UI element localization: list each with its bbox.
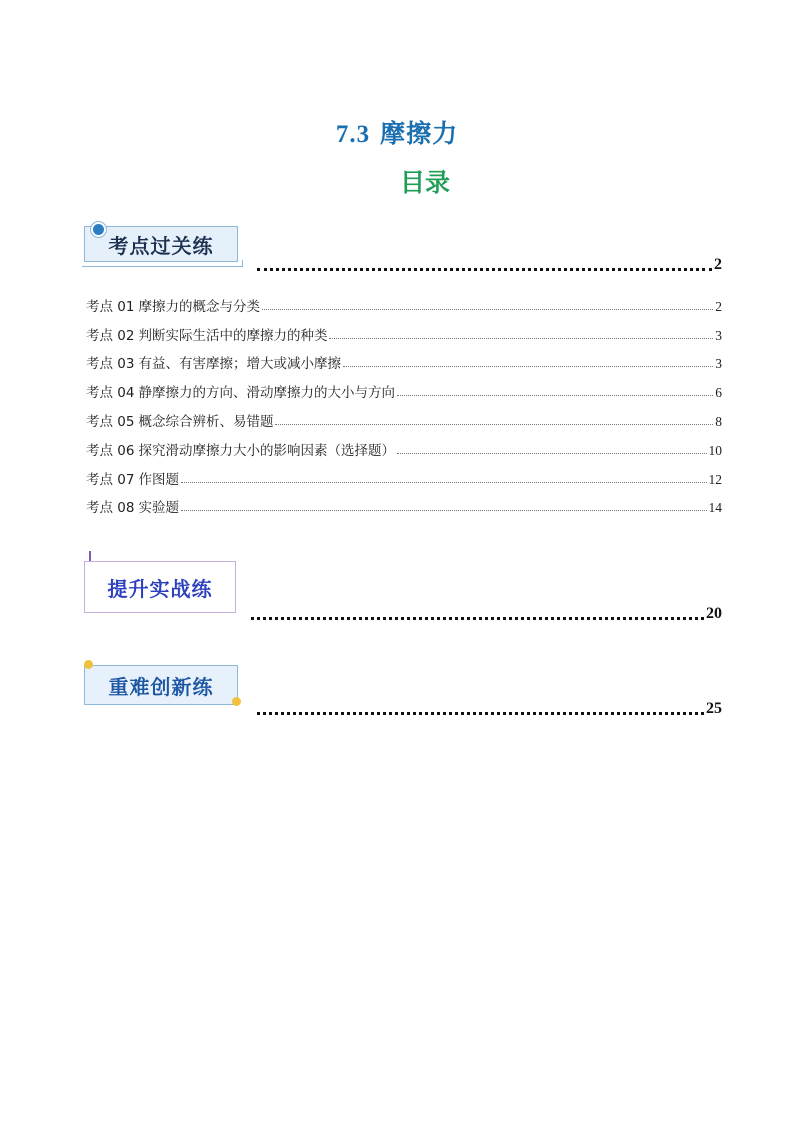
toc-heading: 目录 xyxy=(400,168,451,197)
toc-page: 6 xyxy=(715,385,722,401)
toc-text: 作图题 xyxy=(138,471,179,488)
toc-page: 3 xyxy=(715,356,722,372)
dotted-leader xyxy=(181,482,707,483)
dotted-leader xyxy=(257,712,704,715)
dotted-leader xyxy=(251,617,704,620)
section-page-3: 25 xyxy=(706,700,722,717)
title-text: 摩擦力 xyxy=(380,119,459,148)
toc-text: 探究滑动摩擦力大小的影响因素（选择题） xyxy=(138,442,395,459)
toc-page: 2 xyxy=(715,298,722,314)
toc-item-8[interactable] xyxy=(86,488,722,517)
section-page-line-2[interactable] xyxy=(251,605,722,623)
toc-item-4[interactable] xyxy=(86,372,722,401)
toc-list xyxy=(86,286,722,516)
badge-dot-icon xyxy=(232,697,241,706)
toc-text: 判断实际生活中的摩擦力的种类 xyxy=(138,327,328,344)
toc-code: 考点 01 xyxy=(86,298,135,315)
toc-item-6[interactable] xyxy=(86,430,722,459)
document-title xyxy=(0,114,794,150)
toc-item-5[interactable] xyxy=(86,401,722,430)
toc-text: 静摩擦力的方向、滑动摩擦力的大小与方向 xyxy=(138,385,395,402)
toc-page: 10 xyxy=(708,442,722,458)
toc-code: 考点 04 xyxy=(86,385,135,402)
dotted-leader xyxy=(329,338,713,339)
badge-dot-icon xyxy=(91,222,106,237)
toc-text: 概念综合辨析、易错题 xyxy=(138,413,274,430)
badge-dot-icon xyxy=(84,660,93,669)
section-page-1: 2 xyxy=(714,256,722,273)
section-page-line-1[interactable] xyxy=(257,256,722,274)
dotted-leader xyxy=(257,268,712,271)
toc-page: 12 xyxy=(708,471,722,487)
section-badge-2[interactable]: 提升实战练 xyxy=(84,561,236,613)
toc-code: 考点 02 xyxy=(86,327,135,344)
toc-page: 8 xyxy=(715,413,722,429)
toc-code: 考点 06 xyxy=(86,442,135,459)
toc-code: 考点 07 xyxy=(86,471,135,488)
toc-text: 摩擦力的概念与分类 xyxy=(138,298,260,315)
dotted-leader xyxy=(181,510,707,511)
title-number: 7.3 xyxy=(335,121,371,148)
toc-code: 考点 05 xyxy=(86,413,135,430)
section-badge-3[interactable]: 重难创新练 xyxy=(84,665,238,705)
toc-text: 实验题 xyxy=(138,500,179,517)
toc-item-2[interactable] xyxy=(86,315,722,344)
dotted-leader xyxy=(343,366,713,367)
toc-code: 考点 03 xyxy=(86,356,135,373)
dotted-leader xyxy=(397,395,713,396)
toc-item-7[interactable] xyxy=(86,459,722,488)
toc-item-3[interactable] xyxy=(86,344,722,373)
toc-text: 有益、有害摩擦；增大或减小摩擦 xyxy=(138,356,341,373)
section-page-line-3[interactable] xyxy=(257,700,722,718)
section-badge-1[interactable]: 考点过关练 xyxy=(84,226,238,262)
dotted-leader xyxy=(397,453,707,454)
dotted-leader xyxy=(262,309,713,310)
section-page-2: 20 xyxy=(706,605,722,622)
toc-item-1[interactable] xyxy=(86,286,722,315)
toc-page: 14 xyxy=(708,500,722,516)
dotted-leader xyxy=(275,424,713,425)
toc-page: 3 xyxy=(715,327,722,343)
toc-code: 考点 08 xyxy=(86,500,135,517)
